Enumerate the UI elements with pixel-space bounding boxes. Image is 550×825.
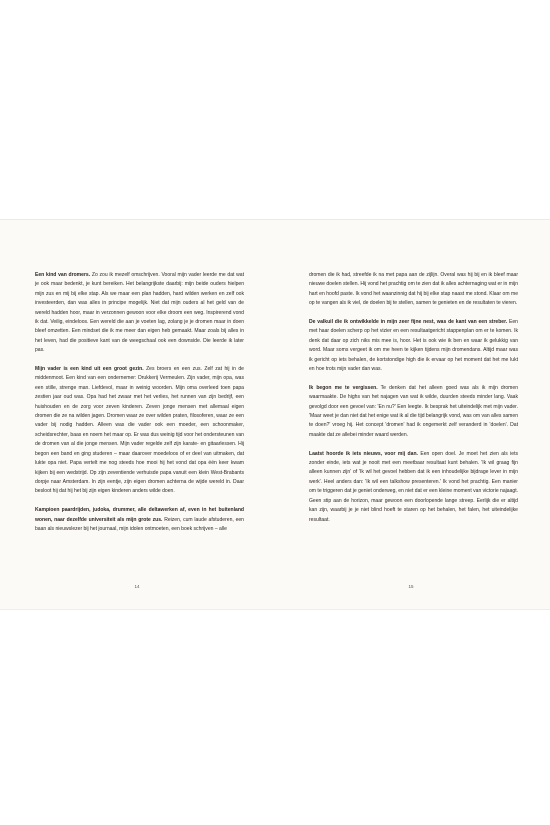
- book-spread: [0, 219, 550, 610]
- page-number: 15: [408, 584, 414, 589]
- paragraph-body: Een open doel. Je moet het zien als iets zonder einde, iets wat je nooit met een meetbaar resultaat kunt behalen. 'Ik wil graag fijn alleen kunnen zijn' of 'Ik wil het gevoel hebben dat ik een inhoudelijke bijdrage lever in mijn werk'. Heel anders dan: 'Ik wil een talkshow presenteren.' Ik vond het prachtig. Een manier om te triggeren dat je geniet onderweg, en niet dat er een kleine moment van victorie najaagt. Geen stip aan de horizon, maar gewoon een doorlopende lange streep. Eerlijk die er altijd kan zijn, waarbij je je niet blind hoeft te staren op het behalen, het falen, het uiteindelijke resultaat.: [309, 450, 519, 523]
- paragraph-lead: Mijn vader is een kind uit een groot gezin.: [35, 366, 144, 373]
- paragraph-lead: Een kind van dromers.: [35, 272, 91, 278]
- paragraph: [309, 271, 518, 309]
- paragraph-lead: Ik begon me te vergissen.: [309, 384, 378, 391]
- paragraph-body: Te denken dat het alleen goed was als ik mijn dromen waarmaakte. De highs van het najagen van wat ik wilde, duurden steeds minder lang. Vaak gevolgd door een gevoel van: 'En nu?' Een leegte. Ik besprak het uiteindelijk met mijn vader. 'Maar weet je dan niet dat het enige wat ik al die tijd belangrijk vond, was om van alles samen te doen?' vroeg hij. Het concept 'dromen' had ik ongemerkt zelf veranderd in 'doelen'. Dat maakte dat ze allebei minder waard werden.: [309, 384, 518, 438]
- paragraph-lead: De valkuil die ik ontwikkelde in mijn zeer fijne nest, was de kant van een streber.: [309, 319, 508, 326]
- paragraph: [309, 384, 518, 440]
- right-page: [309, 271, 518, 534]
- page-number: 14: [134, 584, 140, 589]
- paragraph-body: Reizen, cum laude afstuderen, een baan als nieuwslezer bij het journaal, mijn idolen ontmoeten, een boek schrijven – alle: [35, 516, 244, 532]
- paragraph-body: Zes broers en een zus. Zelf zat hij in de middenmoot. Een kind van een ondernemer: Drukkerij Vermeulen. Zijn vader, mijn opa, was een stille, strenge man. Liefdevol, maar in weinig woorden. Mijn oma overleed toen papa zestien jaar oud was. Opa had het zwaar met het verlies, het runnen van zijn bedrijf, een huishouden en de zorg voor zeven kinderen. Zeven jonge mensen met allemaal eigen dromen die ze na wilden jagen. Dromen waar ze over wilden praten, filosoferen, waar ze een vader bij nodig hadden. Alleen was die vader ook een moeder, een schoonmaker, scheidsrechter, baas en noem het maar op. Er was dus weinig tijd voor het ondersteunen van de dromen van al die jonge mensen. Mijn vader regelde zelf zijn karate- en gitaarlessen. Hij begon een band en ging studeren – maar daarover moedeloos of er deel van uitmaken, dat lukte opa niet. Papa vertelt me nog steeds hoe mooi hij het vond dat opa één keer kwam kijken bij een wedstrijd. Op zijn zeventiende verhuisde papa vanuit een klein West-Brabants dorpje naar Amsterdam. In zijn eentje, zijn eigen dromen achterna de wijde wereld in. Daar besloot hij dat hij het bij zijn eigen kinderen anders wilde doen.: [35, 366, 244, 495]
- paragraph-body: Zo zou ik mezelf omschrijven. Vooral mijn vader leerde me dat wat je ook maar bedenkt, je kunt bereiken. Het belangrijkste daarbij: mijn beide ouders hielpen mijn zus en mij bij elke stap. Als we maar een plan hadden, hard wilden werken en zelf ook investeerden, dan was alles in principe mogelijk. Niet dat mijn ouders al het geld van de wereld hadden hoor, maar in verzonnen gewoon voor elke droom een weg. Inspirerend vond ik dat. Veilig, eindeloos. Een wereld die aan je voeten lag, zolang je je dromen maar in doen bleef omzetten. Een mindset die ik me meer dan eigen heb gemaakt. Maar zoals bij alles in het leven, had die positieve kant van de weegschaal ook een downside. Die leerde ik later pas.: [35, 272, 244, 354]
- paragraph-body: dromen die ik had, streefde ik na met papa aan de zijlijn. Overal was hij bij en ik bleef maar nieuwe doelen stellen. Hij vond het prachtig om te zien dat ik alles achternaging wat er in mijn hart en hoofd paste. Ik vond het waanzinnig dat hij bij elke stap naast me stond. Klaar om me op te vangen als ik viel, de doelen bij te stellen, samen te genieten en de resultaten te vieren.: [309, 272, 519, 307]
- paragraph-body: Een met haar doelen scherp op het vizier en een resultaatgericht stappenplan om er te komen. Ik denk dat daar op zich niks mis mee is, hoor. Het is ook wie ik ben en waar ik gelukkig van word. Maar soms vergeet ik om me heen te kijken tijdens mijn dromendans. Altijd maar was ik gericht op iets behalen, de kortstondige high die ik ervaar op het moment dat het me lukt en hoe trots mijn vader dan was.: [309, 319, 518, 373]
- paragraph-lead: Kampioen paardrijden, judoka, drummer, alle deltawerken af, even in het buitenland wonen, naar dezelfde universiteit als mijn grote zus.: [35, 507, 244, 523]
- paragraph-lead: Laatst hoorde ik iets nieuws, voor mij dan.: [309, 450, 418, 457]
- paragraph: [35, 365, 244, 497]
- paragraph: [35, 271, 244, 356]
- paragraph: [309, 318, 518, 374]
- left-page: [35, 271, 244, 544]
- paragraph: [35, 506, 244, 534]
- paragraph: [309, 450, 518, 525]
